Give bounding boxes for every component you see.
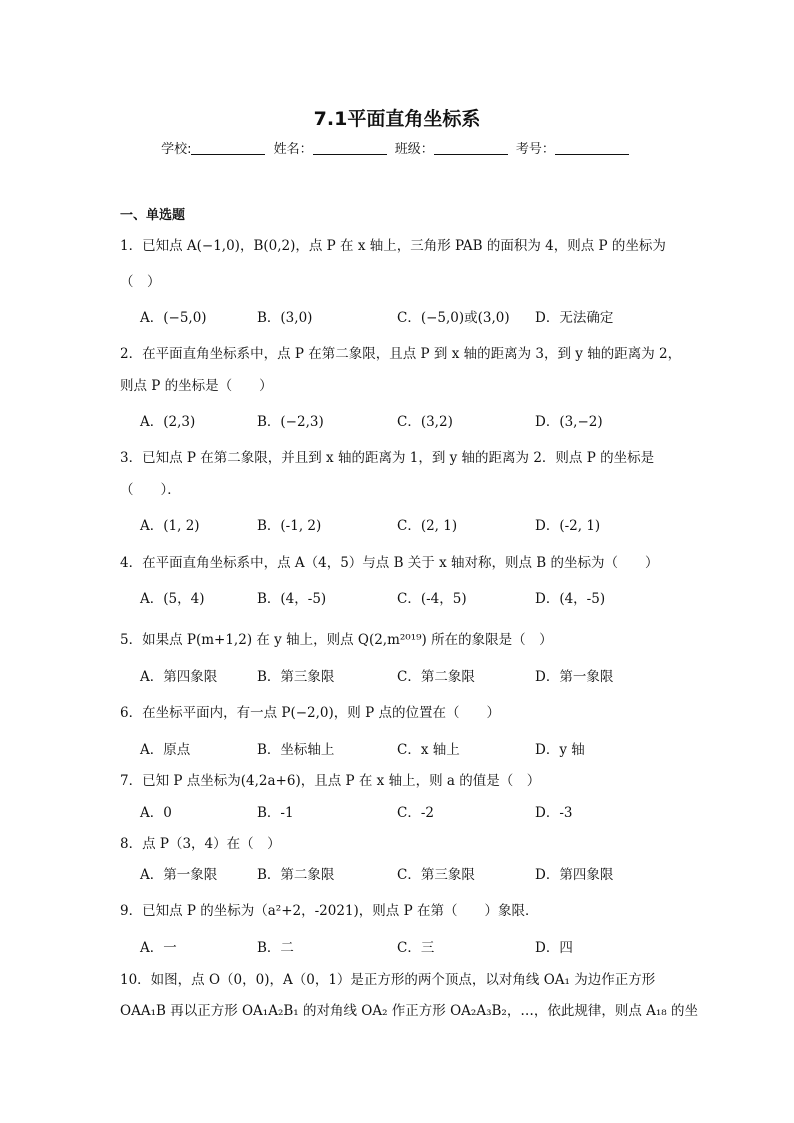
question-5-option-d[interactable]: D．第一象限 — [535, 669, 614, 685]
number-label: 考号： — [515, 142, 555, 157]
question-9-option-b[interactable]: B．二 — [257, 940, 294, 956]
question-6-line-1: 6．在坐标平面内，有一点 P(−2,0)，则 P 点的位置在（ ） — [120, 705, 500, 721]
question-1-option-a[interactable]: A．(−5,0) — [140, 310, 207, 326]
question-8-option-a[interactable]: A．第一象限 — [140, 867, 218, 883]
question-3-line-1: 3．已知点 P 在第二象限，并且到 x 轴的距离为 1，到 y 轴的距离为 2．则点 P 的坐标是 — [120, 450, 655, 466]
question-9-line-1: 9．已知点 P 的坐标为（a²+2，-2021)，则点 P 在第（ ）象限． — [120, 903, 539, 919]
number-blank[interactable] — [555, 141, 629, 155]
question-2-option-b[interactable]: B．(−2,3) — [257, 414, 324, 430]
question-3-option-a[interactable]: A．(1, 2) — [140, 518, 200, 534]
question-1-option-c[interactable]: C．(−5,0)或(3,0) — [397, 310, 510, 326]
question-2-option-c[interactable]: C．(3,2) — [397, 414, 453, 430]
question-5-line-1: 5．如果点 P(m+1,2) 在 y 轴上，则点 Q(2,m²⁰¹⁹) 所在的象限是（ ） — [120, 632, 553, 648]
question-4-line-1: 4．在平面直角坐标系中，点 A（4，5）与点 B 关于 x 轴对称，则点 B 的坐标为（ ） — [120, 555, 659, 571]
question-1-line-2: （ ） — [120, 274, 161, 290]
question-4-option-b[interactable]: B．(4，-5) — [257, 591, 327, 607]
question-7-option-c[interactable]: C．-2 — [397, 805, 434, 821]
question-3-option-b[interactable]: B．(-1, 2) — [257, 518, 322, 534]
question-6-option-b[interactable]: B．坐标轴上 — [257, 742, 335, 758]
question-9-option-c[interactable]: C．三 — [397, 940, 435, 956]
question-2-option-d[interactable]: D．(3,−2) — [535, 414, 603, 430]
question-8-option-d[interactable]: D．第四象限 — [535, 867, 614, 883]
question-8-option-b[interactable]: B．第二象限 — [257, 867, 335, 883]
question-7-option-b[interactable]: B．-1 — [257, 805, 294, 821]
question-1-option-d[interactable]: D．无法确定 — [535, 310, 614, 326]
section-heading: 一、单选题 — [120, 208, 186, 223]
question-3-option-c[interactable]: C．(2, 1) — [397, 518, 458, 534]
name-blank[interactable] — [313, 141, 387, 155]
question-1-line-1: 1．已知点 A(−1,0)，B(0,2)，点 P 在 x 轴上，三角形 PAB 的面积为 4，则点 P 的坐标为 — [120, 238, 666, 254]
question-2-option-a[interactable]: A．(2,3) — [140, 414, 196, 430]
question-2-line-2: 则点 P 的坐标是（ ） — [120, 378, 273, 394]
question-6-option-c[interactable]: C．x 轴上 — [397, 742, 460, 758]
question-7-option-d[interactable]: D．-3 — [535, 805, 573, 821]
class-label: 班级： — [394, 142, 434, 157]
student-info-row — [0, 138, 794, 157]
question-3-option-d[interactable]: D．(-2, 1) — [535, 518, 601, 534]
question-5-option-b[interactable]: B．第三象限 — [257, 669, 335, 685]
school-label: 学校: — [161, 142, 192, 157]
question-5-option-a[interactable]: A．第四象限 — [140, 669, 218, 685]
question-10-line-2: OAA₁B 再以正方形 OA₁A₂B₁ 的对角线 OA₂ 作正方形 OA₂A₃B₂，…，依此规律，则点 A₁₈ 的坐 — [120, 1003, 698, 1019]
school-blank[interactable] — [191, 141, 265, 155]
question-8-line-1: 8．点 P（3，4）在（ ） — [120, 836, 281, 852]
question-4-option-d[interactable]: D．(4，-5) — [535, 591, 606, 607]
page-title: 7.1平面直角坐标系 — [313, 108, 481, 130]
question-5-option-c[interactable]: C．第二象限 — [397, 669, 475, 685]
question-7-option-a[interactable]: A．0 — [140, 805, 172, 821]
class-blank[interactable] — [434, 141, 508, 155]
question-4-option-c[interactable]: C．(-4，5) — [397, 591, 467, 607]
question-2-line-1: 2．在平面直角坐标系中，点 P 在第二象限，且点 P 到 x 轴的距离为 3，到 y 轴的距离为 2， — [120, 346, 682, 362]
question-7-line-1: 7．已知 P 点坐标为(4,2a+6)，且点 P 在 x 轴上，则 a 的值是（ ） — [120, 773, 541, 789]
question-10-line-1: 10．如图，点 O（0，0)，A（0，1）是正方形的两个顶点，以对角线 OA₁ 为边作正方形 — [120, 972, 656, 988]
question-4-option-a[interactable]: A．(5，4) — [140, 591, 205, 607]
question-6-option-a[interactable]: A．原点 — [140, 742, 191, 758]
question-9-option-d[interactable]: D．四 — [535, 940, 573, 956]
question-6-option-d[interactable]: D．y 轴 — [535, 742, 585, 758]
question-3-line-2: （ ）． — [120, 482, 181, 498]
question-8-option-c[interactable]: C．第三象限 — [397, 867, 475, 883]
question-1-option-b[interactable]: B．(3,0) — [257, 310, 313, 326]
name-label: 姓名： — [273, 142, 313, 157]
question-9-option-a[interactable]: A．一 — [140, 940, 177, 956]
